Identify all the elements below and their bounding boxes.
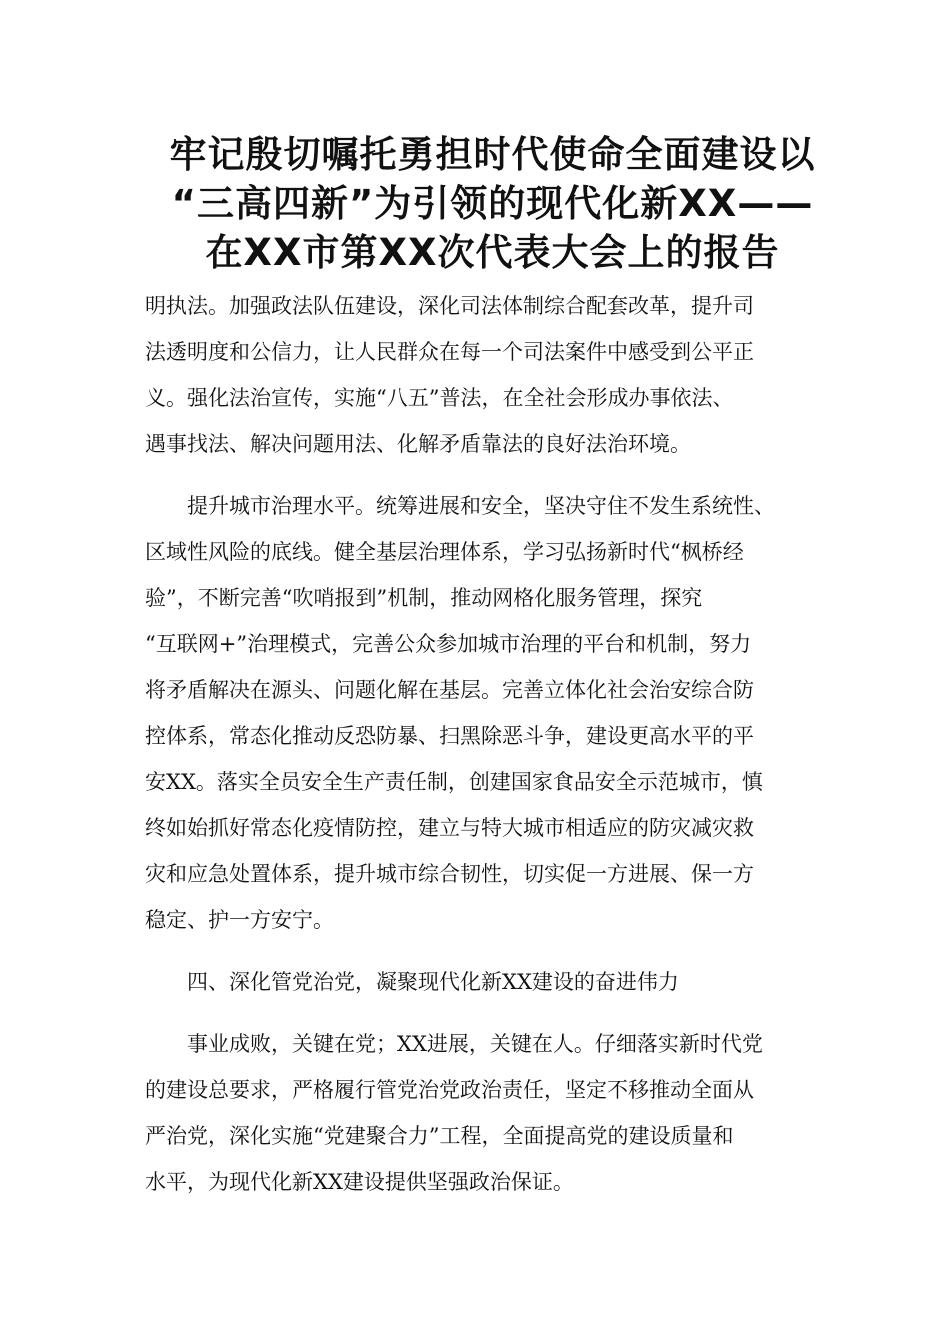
text-line: 义。强化法治宣传，实施“八五”普法，在全社会形成办事依法、 (145, 386, 734, 410)
text-line: 的建设总要求，严格履行管党治党政治责任，坚定不移推动全面从 (145, 1078, 754, 1102)
document-body (145, 283, 830, 1205)
text-line: 稳定、护一方安宁。 (145, 908, 334, 932)
title-line-3: 在XX市第XX次代表大会上的报告 (205, 231, 780, 274)
text-line: 水平，为现代化新XX建设提供坚强政治保证。 (145, 1170, 574, 1194)
title-line-1: 牢记殷切嘱托勇担时代使命全面建设以 (169, 133, 816, 176)
text-line: 法透明度和公信力，让人民群众在每一个司法案件中感受到公平正 (145, 340, 754, 364)
text-line: 终如始抓好常态化疫情防控，建立与特大城市相适应的防灾减灾救 (145, 816, 754, 840)
text-line: 遇事找法、解决问题用法、化解矛盾靠法的良好法治环境。 (145, 432, 691, 456)
paragraph-party-building (145, 1021, 830, 1205)
text-line: 控体系，常态化推动反恐防暴、扫黑除恶斗争，建设更高水平的平 (145, 724, 754, 748)
text-line: 区域性风险的底线。健全基层治理体系，学习弘扬新时代“枫桥经 (145, 540, 744, 564)
text-line: 将矛盾解决在源头、问题化解在基层。完善立体化社会治安综合防 (145, 678, 754, 702)
text-line: 严治党，深化实施“党建聚合力”工程，全面提高党的建设质量和 (145, 1124, 734, 1148)
paragraph-city-governance (145, 483, 830, 943)
paragraph-legal (145, 283, 830, 467)
title-line-2: “三高四新”为引领的现代化新XX—— (171, 182, 814, 225)
text-line: 事业成败，关键在党；XX进展，关键在人。仔细落实新时代党 (187, 1032, 763, 1056)
text-line: 明执法。加强政法队伍建设，深化司法体制综合配套改革，提升司 (145, 294, 754, 318)
text-line: 提升城市治理水平。统筹进展和安全，坚决守住不发生系统性、 (187, 494, 775, 518)
text-line: 安XX。落实全员安全生产责任制，创建国家食品安全示范城市，慎 (145, 770, 763, 794)
text-line: 灾和应急处置体系，提升城市综合韧性，切实促一方进展、保一方 (145, 862, 754, 886)
document-title (135, 130, 850, 277)
text-line: “互联网+”治理模式，完善公众参加城市治理的平台和机制，努力 (145, 632, 752, 656)
text-line: 四、深化管党治党，凝聚现代化新XX建设的奋进伟力 (187, 970, 679, 994)
section-heading (145, 959, 830, 1005)
text-line: 验”，不断完善“吹哨报到”机制，推动网格化服务管理，探究 (145, 586, 703, 610)
